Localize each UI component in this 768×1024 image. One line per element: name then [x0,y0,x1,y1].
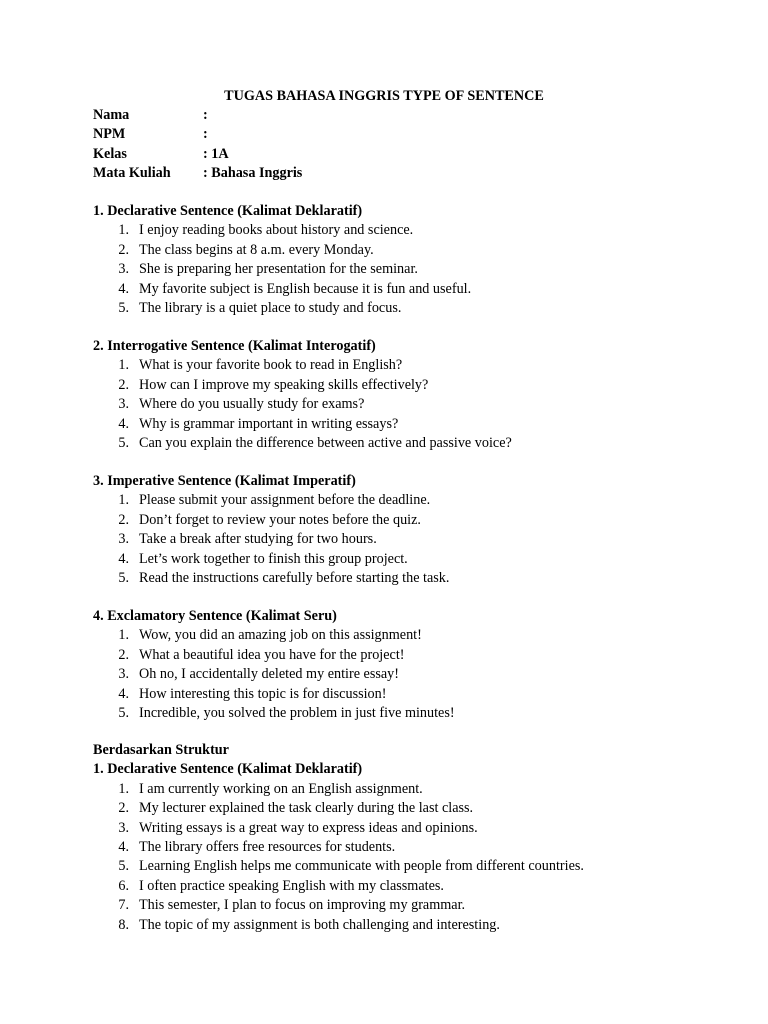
list-item [93,376,429,395]
info-value: : 1A [203,145,229,162]
list-item [93,704,455,723]
item-number: 4. [118,550,129,567]
item-text: I often practice speaking English with my classmates. [139,877,444,894]
item-text: How interesting this topic is for discussion! [139,685,387,702]
structure-title: Berdasarkan Struktur [93,742,229,758]
list-item [93,299,402,318]
list-item [93,780,423,799]
item-number: 1. [118,492,129,509]
list-item [93,356,403,375]
section-exclamatory [93,607,455,723]
info-value: : [203,107,208,123]
item-text: Learning English helps me communicate with people from different countries. [139,858,584,875]
list-item [93,511,421,530]
item-text: Why is grammar important in writing essays? [139,415,399,432]
item-number: 4. [118,280,129,297]
item-number: 3. [118,396,129,413]
list-item [93,241,374,260]
item-number: 5. [118,704,129,721]
section-structure [93,741,584,935]
info-row-mata-kuliah [93,164,302,183]
item-text: Wow, you did an amazing job on this assignment! [139,627,422,644]
item-number: 4. [118,838,129,855]
list-item [93,434,512,453]
info-row-kelas [93,145,302,164]
item-text: Don’t forget to review your notes before the quiz. [139,511,421,528]
section-heading: 1. Declarative Sentence (Kalimat Deklaratif) [93,203,363,219]
item-number: 4. [118,685,129,702]
list-item [93,221,414,240]
list-item [93,916,500,935]
item-number: 1. [118,357,129,374]
info-label: Nama [93,107,130,123]
list-item [93,646,405,665]
list-item [93,626,422,645]
item-text: I am currently working on an English assignment. [139,780,423,797]
info-label: Mata Kuliah [93,165,171,182]
list-item [93,395,376,414]
section-interrogative [93,337,512,453]
item-text: She is preparing her presentation for the seminar. [139,261,418,278]
item-text: My favorite subject is English because it is fun and useful. [139,280,472,297]
item-text: What a beautiful idea you have for the project! [139,646,405,663]
item-text: Oh no, I accidentally deleted my entire essay! [139,666,400,683]
info-label: NPM [93,126,126,143]
item-number: 3. [118,819,129,836]
list-item [93,799,474,818]
list-item [93,550,408,569]
list-item [93,838,396,857]
section-heading: 4. Exclamatory Sentence (Kalimat Seru) [93,608,337,624]
item-number: 6. [118,877,129,894]
item-text: The class begins at 8 a.m. every Monday. [139,241,374,258]
item-number: 2. [118,241,129,258]
list-item [93,280,472,299]
item-text: This semester, I plan to focus on improving my grammar. [139,897,466,914]
item-text: Can you explain the difference between active and passive voice? [139,434,512,451]
item-number: 4. [118,415,129,432]
item-text: I enjoy reading books about history and science. [139,222,414,239]
item-number: 5. [118,434,129,451]
section-heading: 3. Imperative Sentence (Kalimat Imperatif) [93,473,356,489]
list-item [93,569,450,588]
item-text: Writing essays is a great way to express ideas and opinions. [139,819,478,836]
document-title: TUGAS BAHASA INGGRIS TYPE OF SENTENCE [224,88,544,104]
list-item [93,896,466,915]
item-text: The library is a quiet place to study and focus. [139,299,402,316]
item-text: Where do you usually study for exams? [139,396,365,413]
item-number: 2. [118,376,129,393]
info-value: : Bahasa Inggris [203,165,303,182]
item-number: 5. [118,858,129,875]
item-number: 7. [118,897,129,914]
item-text: How can I improve my speaking skills effectively? [139,376,429,393]
item-text: What is your favorite book to read in English? [139,357,403,374]
section-heading: 2. Interrogative Sentence (Kalimat Interogatif) [93,338,376,354]
item-number: 2. [118,800,129,817]
item-number: 1. [118,780,129,797]
list-item [93,260,418,279]
item-number: 1. [118,222,129,239]
item-text: The topic of my assignment is both challenging and interesting. [139,916,500,933]
list-item [93,685,387,704]
list-item [93,877,444,896]
student-info [93,106,302,184]
section-declarative [93,202,472,318]
info-label: Kelas [93,145,127,162]
item-number: 5. [118,569,129,586]
list-item [93,857,584,876]
item-text: Read the instructions carefully before starting the task. [139,569,450,586]
item-number: 2. [118,646,129,663]
item-text: Please submit your assignment before the deadline. [139,492,431,509]
info-row-npm [93,125,302,144]
list-item [93,665,400,684]
item-text: My lecturer explained the task clearly during the last class. [139,800,474,817]
item-number: 5. [118,299,129,316]
section-heading: 1. Declarative Sentence (Kalimat Deklaratif) [93,761,363,778]
item-number: 8. [118,916,129,933]
item-text: Take a break after studying for two hours. [139,531,377,548]
list-item [93,491,431,510]
item-number: 3. [118,531,129,548]
item-number: 3. [118,261,129,278]
item-text: Let’s work together to finish this group project. [139,550,408,567]
info-value: : [203,126,208,143]
item-number: 1. [118,627,129,644]
section-imperative [93,472,450,588]
item-text: The library offers free resources for students. [139,838,396,855]
item-number: 2. [118,511,129,528]
list-item [93,819,478,838]
info-row-nama [93,106,302,125]
list-item [93,530,377,549]
item-text: Incredible, you solved the problem in just five minutes! [139,704,455,721]
list-item [93,415,399,434]
item-number: 3. [118,666,129,683]
